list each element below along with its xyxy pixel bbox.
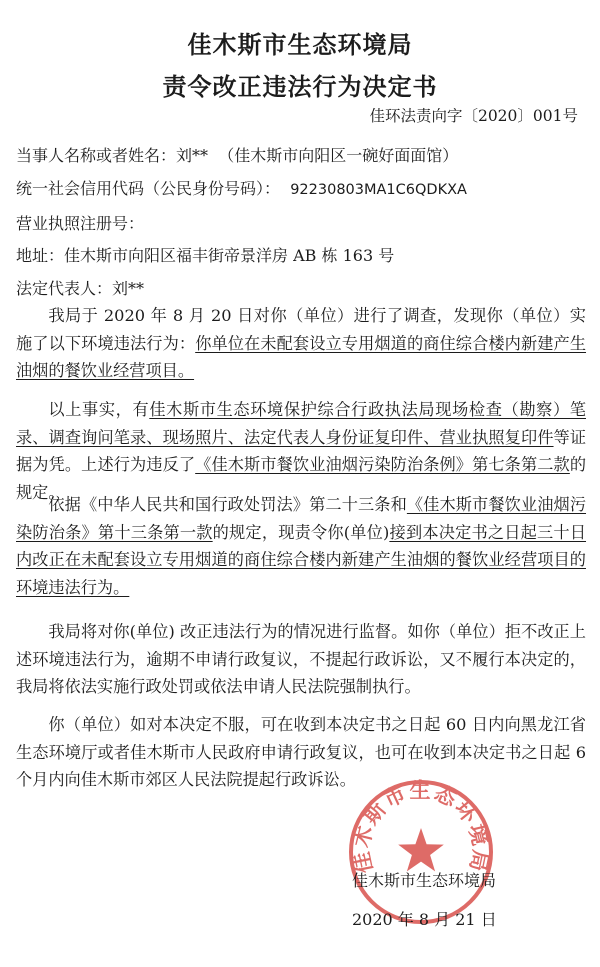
seal-text: 佳木斯市生态环境局 (348, 778, 494, 876)
party-name-value: 刘** (176, 146, 209, 165)
paragraph-supervision: 我局将对你(单位) 改正违法行为的情况进行监督。如你（单位）拒不改正上述环境违法行为，逾期不申请行政复议，不提起行政诉讼，又不履行本决定的，我局将依法实施行政处罚或依法申请人民法院强制执行。 (16, 622, 586, 696)
legal-rep-value: 刘** (112, 279, 145, 298)
party-name-label: 当事人名称或者姓名： (16, 146, 177, 165)
paragraph-evidence (16, 396, 586, 506)
issue-date: 2020 年 8 月 21 日 (352, 910, 497, 929)
document-title-line2: 责令改正违法行为决定书 (162, 72, 438, 101)
credit-code-value: 92230803MA1C6QDKXA (290, 182, 467, 198)
legal-rep-label: 法定代表人： (16, 279, 113, 298)
issuer-name: 佳木斯市生态环境局 (352, 871, 497, 890)
paragraph-investigation (16, 302, 586, 385)
order-regulation: 《佳木斯市餐饮业油烟污染防治条》第十三条第一款 (16, 495, 587, 542)
credit-code-label: 统一社会信用代码（公民身份号码）： (16, 179, 281, 198)
paragraph-order (16, 491, 586, 601)
party-name-note: （佳木斯市向阳区一碗好面面馆） (218, 146, 459, 165)
document-title-line1: 佳木斯市生态环境局 (187, 30, 413, 59)
legal-rep-row (16, 276, 584, 299)
paragraph-appeal: 你（单位）如对本决定不服，可在收到本决定书之日起 60 日内向黑龙江省生态环境厅或者佳木斯市人民政府申请行政复议，也可在收到本决定书之日起 6 个月内向佳木斯市郊区人民法院提起行政诉讼。 (16, 715, 586, 789)
credit-code-row (16, 176, 584, 199)
license-label: 营业执照注册号： (16, 214, 145, 233)
party-name-row (16, 143, 584, 166)
official-seal-icon (347, 778, 495, 926)
document-number: 佳环法责向字〔2020〕001号 (369, 107, 578, 125)
license-row (16, 211, 584, 234)
investigation-text: 我局于 2020 年 8 月 20 日对你（单位）进行了调查，发现你（单位）实施了以下环境违法行为： (16, 306, 586, 353)
order-basis: 依据《中华人民共和国行政处罚法》第二十三条和 (48, 495, 407, 514)
violation-description: 你单位在未配套设立专用烟道的商住综合楼内新建产生油烟的餐饮业经营项目。 (16, 333, 587, 380)
address-value: 佳木斯市向阳区福丰街帝景洋房 AB 栋 163 号 (64, 246, 395, 265)
evidence-intro: 以上事实，有 (48, 400, 150, 419)
violated-regulation: 《佳木斯市餐饮业油烟污染防治条例》第七条第二款 (195, 455, 570, 474)
evidence-list: 佳木斯市生态环境保护综合行政执法局现场检查（勘察）笔录、调查询问笔录、现场照片、法定代表人身份证复印件、营业执照复印件 (16, 400, 586, 447)
address-row (16, 243, 584, 266)
address-label: 地址： (16, 246, 65, 265)
evidence-end: 的规定。 (16, 455, 587, 502)
order-requirement: 接到本决定书之日起三十日内改正在未配套设立专用烟道的商住综合楼内新建产生油烟的餐饮业经营项目的环境违法行为。 (16, 522, 587, 597)
order-text: 的规定，现责令你(单位) (212, 522, 390, 542)
evidence-text: 等证据为凭。上述行为违反了 (16, 427, 587, 474)
